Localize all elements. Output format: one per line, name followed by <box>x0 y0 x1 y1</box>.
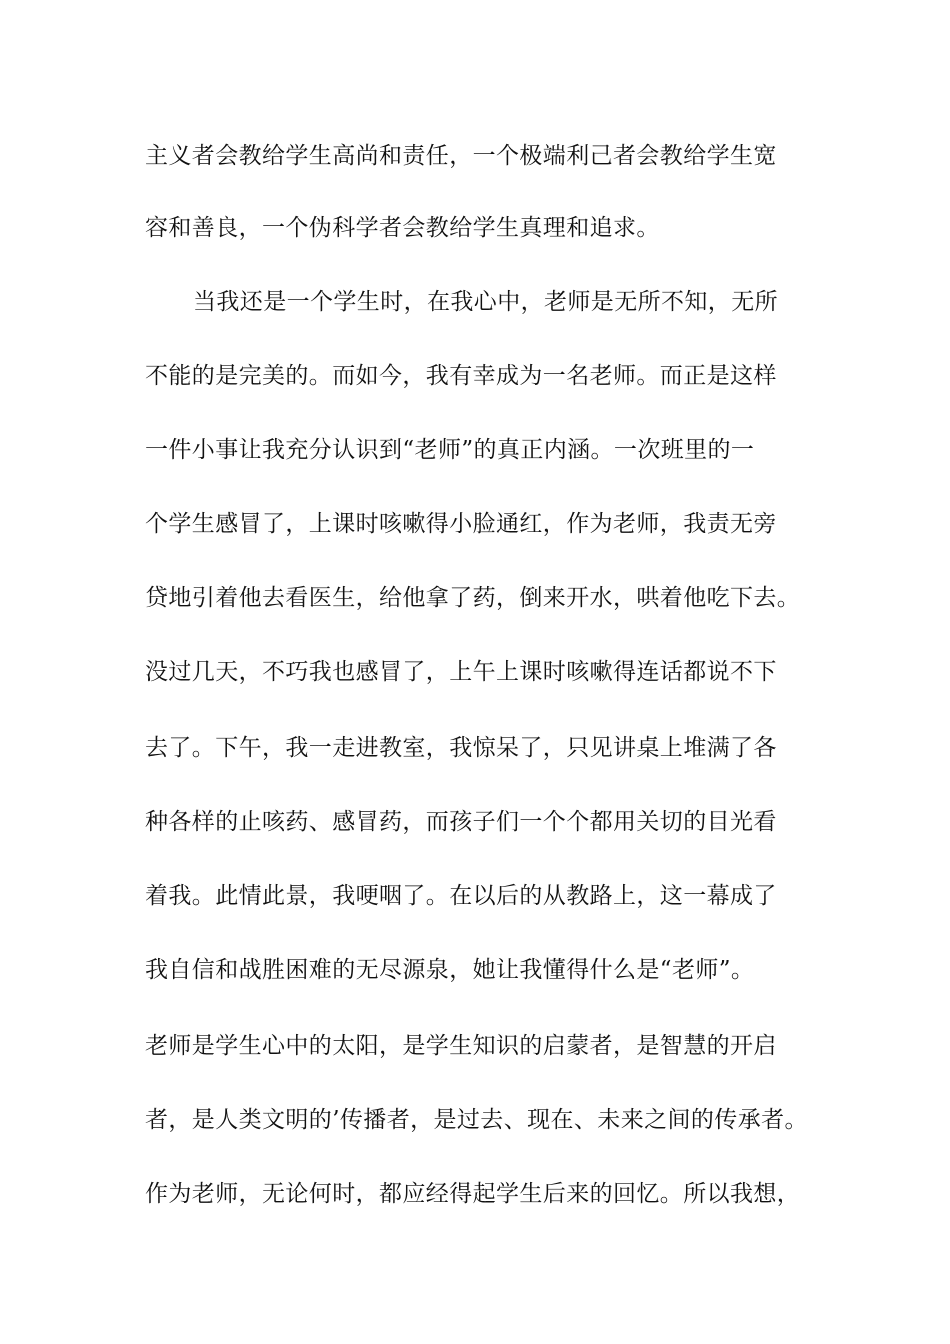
text-line-9: 去了。下午，我一走进教室，我惊呆了，只见讲桌上堆满了各 <box>145 735 777 761</box>
text-line-2: 容和善良，一个伪科学者会教给学生真理和追求。 <box>145 215 660 241</box>
text-line-3: 当我还是一个学生时，在我心中，老师是无所不知，无所 <box>193 289 778 315</box>
text-line-14: 者，是人类文明的’传播者，是过去、现在、未来之间的传承者。 <box>145 1107 808 1133</box>
text-line-13: 老师是学生心中的太阳，是学生知识的启蒙者，是智慧的开启 <box>145 1033 777 1059</box>
text-line-10: 种各样的止咳药、感冒药，而孩子们一个个都用关切的目光看 <box>145 809 777 835</box>
text-line-1: 主义者会教给学生高尚和责任，一个极端利己者会教给学生宽 <box>145 143 777 169</box>
text-line-7: 贷地引着他去看医生，给他拿了药，倒来开水，哄着他吃下去。 <box>145 585 801 611</box>
text-line-5: 一件小事让我充分认识到“老师”的真正内涵。一次班里的一 <box>145 437 755 463</box>
text-line-6: 个学生感冒了，上课时咳嗽得小脸通红，作为老师，我责无旁 <box>145 511 777 537</box>
text-line-12: 我自信和战胜困难的无尽源泉，她让我懂得什么是“老师”。 <box>145 957 755 983</box>
text-line-4: 不能的是完美的。而如今，我有幸成为一名老师。而正是这样 <box>145 363 777 389</box>
text-line-11: 着我。此情此景，我哽咽了。在以后的从教路上，这一幕成了 <box>145 883 777 909</box>
text-line-15: 作为老师，无论何时，都应经得起学生后来的回忆。所以我想， <box>145 1181 801 1207</box>
text-line-8: 没过几天，不巧我也感冒了，上午上课时咳嗽得连话都说不下 <box>145 659 777 685</box>
